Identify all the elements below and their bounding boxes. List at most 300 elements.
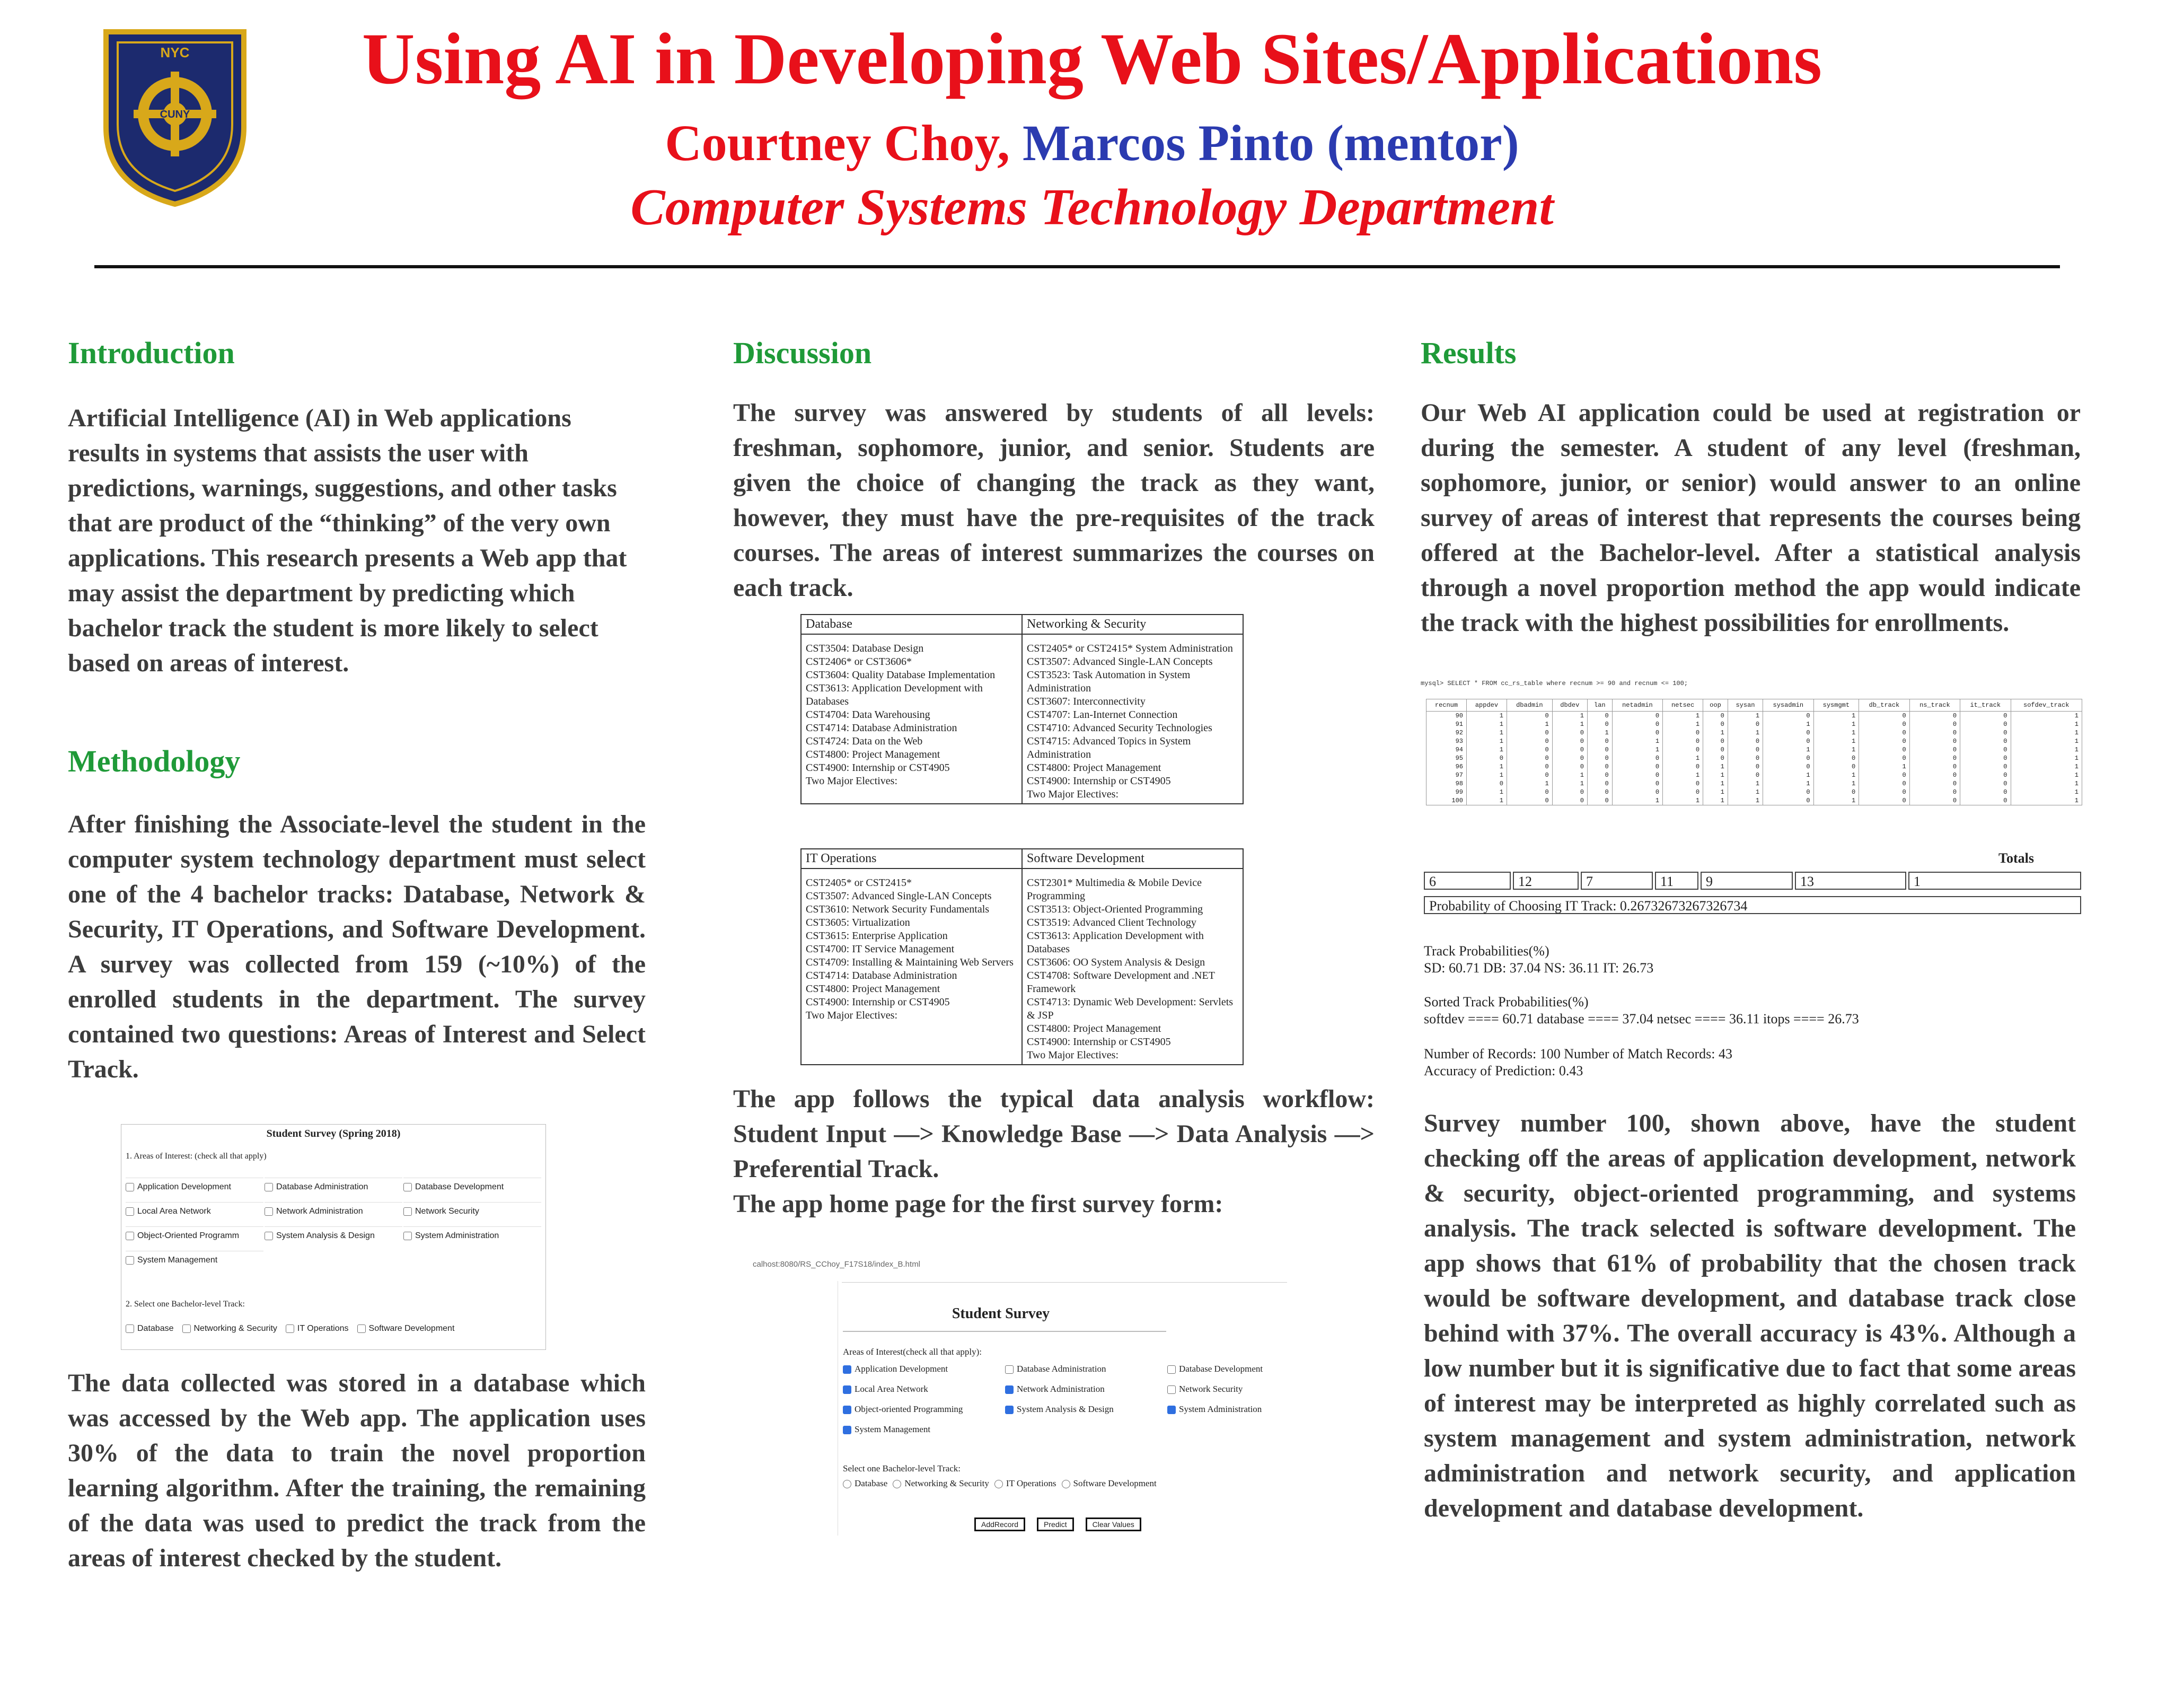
predict-button[interactable]: Predict — [1037, 1517, 1074, 1531]
course-item: CST2301* Multimedia & Mobile Device Programming — [1027, 877, 1202, 902]
sorted-probabilities-title: Sorted Track Probabilities(%) — [1424, 994, 1589, 1010]
results-heading: Results — [1421, 336, 1517, 370]
sql-header-cell: ns_track — [1909, 699, 1960, 712]
sql-header-cell: dbadmin — [1507, 699, 1552, 712]
sql-cell: 0 — [1960, 712, 2011, 721]
sql-cell: 1 — [1728, 796, 1763, 805]
totals-cell: 12 — [1513, 872, 1579, 890]
sql-cell: 1 — [1813, 745, 1859, 754]
sql-cell: 0 — [1507, 788, 1552, 796]
sql-cell: 0 — [1909, 737, 1960, 745]
course-item: CST4713: Dynamic Web Development: Servlets & JSP — [1027, 996, 1234, 1021]
sql-cell: 1 — [1763, 771, 1813, 779]
course-item: CST4715: Advanced Topics in System Administration — [1027, 735, 1191, 760]
sql-cell: 1 — [1466, 720, 1507, 729]
checkbox-icon[interactable] — [1167, 1365, 1176, 1374]
sql-header-cell: recnum — [1426, 699, 1467, 712]
sql-cell: 0 — [1909, 771, 1960, 779]
survey-question-1: 1. Areas of Interest: (check all that apply) — [126, 1152, 267, 1161]
app-interest-label: Application Development — [855, 1364, 948, 1374]
totals-cell: 11 — [1655, 872, 1698, 890]
introduction-heading: Introduction — [68, 336, 235, 370]
checked-checkbox-icon[interactable] — [843, 1406, 851, 1414]
checked-checkbox-icon[interactable] — [1167, 1406, 1176, 1414]
sql-cell: 0 — [1728, 737, 1763, 745]
course-item: CST4724: Data on the Web — [806, 735, 923, 747]
course-item: CST4900: Internship or CST4905 — [806, 762, 950, 774]
app-interest-label: Database Administration — [1017, 1364, 1106, 1374]
app-interest-option[interactable] — [1005, 1404, 1153, 1415]
app-interest-label: Object-oriented Programming — [855, 1404, 963, 1414]
sql-header-cell: oop — [1703, 699, 1728, 712]
sql-cell: 1 — [1612, 796, 1662, 805]
sql-header-cell: sysan — [1728, 699, 1763, 712]
course-item: Two Major Electives: — [806, 1010, 897, 1021]
sql-cell: 92 — [1426, 729, 1467, 737]
sql-cell: 1 — [2011, 771, 2082, 779]
course-item: CST4800: Project Management — [1027, 762, 1161, 774]
survey-track-label: IT Operations — [297, 1324, 349, 1333]
sql-cell: 0 — [1612, 720, 1662, 729]
sql-header-cell: sysmgmt — [1813, 699, 1859, 712]
sql-cell: 0 — [1552, 762, 1587, 771]
sql-cell: 1 — [1703, 771, 1728, 779]
sql-cell: 1 — [1552, 779, 1587, 788]
track-probabilities-title: Track Probabilities(%) — [1424, 943, 1549, 959]
sql-cell: 0 — [1663, 737, 1703, 745]
sql-cell: 0 — [1552, 754, 1587, 762]
survey-track-option — [182, 1324, 277, 1334]
sql-cell: 1 — [1466, 796, 1507, 805]
sql-row — [1426, 712, 2082, 721]
checkbox-icon — [265, 1232, 273, 1240]
sql-cell: 0 — [1612, 771, 1662, 779]
app-track-option[interactable] — [1062, 1478, 1157, 1489]
sql-cell: 1 — [1813, 796, 1859, 805]
sql-cell: 1 — [1728, 779, 1763, 788]
sql-cell: 0 — [1813, 788, 1859, 796]
sql-cell: 0 — [1728, 745, 1763, 754]
methodology-text-2: The data collected was stored in a database which was accessed by the Web app. The application uses 30% of the data to train the novel proportion learning algorithm. After the training, the remaining of the data was used to predict the track from the areas of interest checked by the student. — [68, 1369, 646, 1572]
sql-cell: 0 — [1909, 762, 1960, 771]
methodology-text: After finishing the Associate-level the student in the computer system technology department must select one of the 4 bachelor tracks: Database, Network & Security, IT Operations, and Software Development. A survey was collected from 159 (~10%) of the enrolled students in the department. The survey contained two questions: Areas of Interest and Select Track. — [68, 810, 646, 1083]
app-survey-title: Student Survey — [952, 1305, 1050, 1322]
sql-cell: 0 — [1763, 737, 1813, 745]
course-item: CST4707: Lan-Internet Connection — [1027, 709, 1178, 721]
sql-cell: 1 — [1703, 762, 1728, 771]
sql-cell: 91 — [1426, 720, 1467, 729]
course-item: CST3610: Network Security Fundamentals — [806, 903, 990, 915]
course-item: CST4700: IT Service Management — [806, 943, 955, 955]
sql-cell: 1 — [2011, 720, 2082, 729]
sql-cell: 0 — [1507, 796, 1552, 805]
sql-cell: 0 — [1960, 720, 2011, 729]
app-interest-option[interactable] — [843, 1404, 991, 1415]
sql-cell: 0 — [1612, 788, 1662, 796]
sql-cell: 0 — [1909, 796, 1960, 805]
sql-cell: 0 — [1552, 796, 1587, 805]
sql-cell: 0 — [1612, 779, 1662, 788]
course-item: CST2405* or CST2415* — [806, 877, 912, 889]
sql-cell: 0 — [1763, 788, 1813, 796]
course-item: CST3613: Application Development with Databases — [1027, 930, 1204, 955]
app-interest-option[interactable] — [843, 1384, 991, 1394]
sql-header-cell: sysadmin — [1763, 699, 1813, 712]
sql-cell: 96 — [1426, 762, 1467, 771]
checked-checkbox-icon[interactable] — [1005, 1406, 1014, 1414]
sql-cell: 0 — [1587, 745, 1612, 754]
add-record-button[interactable]: AddRecord — [974, 1517, 1025, 1531]
sql-cell: 1 — [1813, 737, 1859, 745]
sql-cell: 0 — [1552, 745, 1587, 754]
sql-cell: 0 — [1703, 712, 1728, 721]
survey-option-label: Application Development — [137, 1182, 231, 1191]
survey-option — [265, 1178, 402, 1201]
survey-option-label: System Analysis & Design — [276, 1231, 375, 1240]
app-track-label: Database — [855, 1478, 888, 1488]
sql-header-cell: appdev — [1466, 699, 1507, 712]
course-item: CST3606: OO System Analysis & Design — [1027, 957, 1205, 968]
svg-text:CUNY: CUNY — [160, 109, 190, 120]
sql-cell: 1 — [1552, 720, 1587, 729]
sql-cell: 1 — [1728, 788, 1763, 796]
course-item: CST3507: Advanced Single-LAN Concepts — [806, 890, 992, 902]
checkbox-icon — [126, 1232, 134, 1240]
course-item: Two Major Electives: — [806, 775, 897, 787]
sql-cell: 0 — [1587, 762, 1612, 771]
sql-cell: 0 — [1813, 754, 1859, 762]
totals-label: Totals — [1998, 850, 2034, 866]
sql-cell: 0 — [1612, 729, 1662, 737]
sql-cell: 0 — [1466, 779, 1507, 788]
sql-cell: 1 — [1703, 796, 1728, 805]
survey-track-option — [357, 1324, 455, 1334]
course-item: CST4900: Internship or CST4905 — [1027, 775, 1171, 787]
sql-cell: 1 — [1663, 712, 1703, 721]
sql-cell: 90 — [1426, 712, 1467, 721]
survey-track-label: Software Development — [368, 1324, 455, 1333]
sql-cell: 1 — [1466, 712, 1507, 721]
sql-cell: 0 — [1859, 796, 1909, 805]
course-item: CST4714: Database Administration — [806, 722, 957, 734]
sql-cell: 1 — [1663, 796, 1703, 805]
survey-track-option — [126, 1324, 174, 1334]
course-item: Two Major Electives: — [1027, 788, 1119, 800]
sql-cell: 0 — [1909, 745, 1960, 754]
app-interest-label: System Analysis & Design — [1017, 1404, 1114, 1414]
survey-option — [126, 1202, 263, 1225]
sql-row — [1426, 771, 2082, 779]
survey-question-2: 2. Select one Bachelor-level Track: — [126, 1300, 245, 1309]
sql-cell: 0 — [1960, 779, 2011, 788]
checkbox-icon — [265, 1207, 273, 1216]
sql-cell: 95 — [1426, 754, 1467, 762]
sql-cell: 0 — [1909, 788, 1960, 796]
course-item: CST4709: Installing & Maintaining Web Servers — [806, 957, 1014, 968]
survey-option-label: System Administration — [415, 1231, 499, 1240]
sql-cell: 1 — [1703, 788, 1728, 796]
survey-title: Student Survey (Spring 2018) — [266, 1128, 401, 1139]
course-item: CST3519: Advanced Client Technology — [1027, 917, 1196, 928]
sql-row — [1426, 720, 2082, 729]
sql-cell: 0 — [1859, 729, 1909, 737]
radio-icon[interactable] — [843, 1480, 851, 1488]
sql-cell: 0 — [1960, 762, 2011, 771]
sql-cell: 0 — [1960, 745, 2011, 754]
survey-option-label: Object-Oriented Programm — [137, 1231, 240, 1240]
totals-cell: 7 — [1581, 872, 1653, 890]
checkbox-icon — [286, 1324, 294, 1333]
sql-cell: 0 — [1960, 754, 2011, 762]
network-security-course-list — [1022, 634, 1243, 804]
course-item: CST3604: Quality Database Implementation — [806, 669, 996, 681]
sql-cell: 1 — [1507, 720, 1552, 729]
sql-cell: 1 — [1813, 779, 1859, 788]
sql-cell: 0 — [1859, 788, 1909, 796]
sql-cell: 94 — [1426, 745, 1467, 754]
survey-option — [403, 1226, 541, 1250]
sql-cell: 0 — [1909, 729, 1960, 737]
software-development-course-list — [1022, 869, 1243, 1065]
checkbox-icon[interactable] — [1005, 1365, 1014, 1374]
sql-row — [1426, 796, 2082, 805]
sql-cell: 0 — [1612, 754, 1662, 762]
sql-cell: 99 — [1426, 788, 1467, 796]
survey-option-label: Network Administration — [276, 1207, 363, 1216]
checkbox-icon — [357, 1324, 366, 1333]
sorted-probabilities: softdev ==== 60.71 database ==== 37.04 netsec ==== 36.11 itops ==== 26.73 — [1424, 1011, 1859, 1027]
course-item: CST3615: Enterprise Application — [806, 930, 948, 942]
app-interest-label: Local Area Network — [855, 1384, 928, 1394]
sql-cell: 0 — [1612, 762, 1662, 771]
sql-cell: 0 — [1552, 729, 1587, 737]
totals-cell: 9 — [1701, 872, 1793, 890]
homepage-caption: The app home page for the first survey form: — [733, 1190, 1223, 1218]
totals-cell: 13 — [1795, 872, 1906, 890]
sql-header-cell: netadmin — [1612, 699, 1662, 712]
survey-track-option — [286, 1324, 349, 1334]
author-student: Courtney Choy, — [665, 115, 1010, 171]
course-item: CST3613: Application Development with Databases — [806, 682, 983, 707]
track-probabilities: SD: 60.71 DB: 37.04 NS: 36.11 IT: 26.73 — [1424, 960, 1654, 976]
radio-icon[interactable] — [893, 1480, 901, 1488]
sql-cell: 0 — [1587, 712, 1612, 721]
sql-cell: 0 — [1612, 712, 1662, 721]
workflow-text: The app follows the typical data analysis workflow: Student Input —> Knowledge Base —> Data Analysis —> Preferential Track. — [733, 1085, 1375, 1183]
sql-result-table — [1426, 699, 2082, 805]
sql-cell: 1 — [1703, 779, 1728, 788]
sql-cell: 0 — [1813, 762, 1859, 771]
sql-cell: 0 — [1859, 754, 1909, 762]
checked-checkbox-icon[interactable] — [843, 1365, 851, 1374]
sql-cell: 1 — [1703, 729, 1728, 737]
sql-row — [1426, 779, 2082, 788]
sql-cell: 0 — [1703, 720, 1728, 729]
app-interest-option[interactable] — [1005, 1384, 1153, 1394]
poster-title: Using AI in Developing Web Sites/Applications — [362, 18, 1822, 99]
sql-cell: 0 — [1960, 737, 2011, 745]
sql-cell: 0 — [1909, 712, 1960, 721]
track-header-software-development: Software Development — [1022, 849, 1243, 869]
app-interest-option[interactable] — [843, 1424, 991, 1435]
sql-cell: 0 — [1587, 788, 1612, 796]
sql-header-cell: it_track — [1960, 699, 2011, 712]
sql-cell: 0 — [1960, 729, 2011, 737]
sql-cell: 0 — [1587, 737, 1612, 745]
survey-track-options — [126, 1324, 541, 1334]
sql-row — [1426, 745, 2082, 754]
radio-icon[interactable] — [1062, 1480, 1070, 1488]
record-counts: Number of Records: 100 Number of Match Records: 43 — [1424, 1046, 1732, 1062]
sql-cell: 1 — [2011, 737, 2082, 745]
sql-cell: 1 — [1466, 729, 1507, 737]
survey-option-label: Database Development — [415, 1182, 504, 1191]
sql-cell: 0 — [1859, 771, 1909, 779]
sql-row — [1426, 754, 2082, 762]
survey-option-label: Database Administration — [276, 1182, 368, 1191]
app-question-1: Areas of Interest(check all that apply): — [843, 1347, 982, 1357]
sql-cell: 1 — [1552, 712, 1587, 721]
sql-header-cell: sofdev_track — [2011, 699, 2082, 712]
sql-cell: 0 — [1507, 712, 1552, 721]
sql-cell: 1 — [1813, 712, 1859, 721]
database-course-list — [801, 634, 1022, 804]
department: Computer Systems Technology Department — [630, 179, 1554, 236]
checked-checkbox-icon[interactable] — [843, 1385, 851, 1394]
sql-cell: 0 — [1703, 754, 1728, 762]
checkbox-icon — [403, 1232, 412, 1240]
track-courses-table-2 — [800, 848, 1244, 1065]
radio-icon[interactable] — [994, 1480, 1003, 1488]
survey-option — [126, 1251, 263, 1274]
sql-cell: 1 — [2011, 745, 2082, 754]
sql-row — [1426, 737, 2082, 745]
sql-cell: 0 — [1587, 754, 1612, 762]
sql-cell: 98 — [1426, 779, 1467, 788]
app-interest-option[interactable] — [1167, 1404, 1316, 1415]
sql-row — [1426, 788, 2082, 796]
sql-cell: 0 — [1763, 729, 1813, 737]
sql-query: mysql> SELECT * FROM cc_rs_table where recnum >= 90 and recnum <= 100; — [1421, 680, 1688, 687]
app-track-radios — [843, 1478, 1288, 1489]
sql-cell: 1 — [2011, 762, 2082, 771]
sql-cell: 1 — [2011, 729, 2082, 737]
author-mentor: Marcos Pinto (mentor) — [1023, 115, 1519, 171]
app-interest-label: System Management — [855, 1424, 931, 1434]
sql-cell: 0 — [1507, 771, 1552, 779]
results-text: Our Web AI application could be used at registration or during the semester. A student of any level (freshman, sophomore, junior, or senior) would answer to an online survey of areas of interest that represents the courses being offered at the Bachelor-level. After a statistical analysis through a novel proportion method the app would indicate the track with the highest possibilities for enrollments. — [1421, 399, 2081, 637]
survey-option — [403, 1202, 541, 1225]
sql-cell: 1 — [1813, 771, 1859, 779]
sql-cell: 0 — [1552, 737, 1587, 745]
sql-header-cell: netsec — [1663, 699, 1703, 712]
app-interest-option[interactable] — [843, 1364, 991, 1374]
checked-checkbox-icon[interactable] — [843, 1426, 851, 1434]
discussion-heading: Discussion — [733, 336, 872, 370]
prediction-accuracy: Accuracy of Prediction: 0.43 — [1424, 1063, 1583, 1078]
sql-cell: 0 — [1909, 779, 1960, 788]
sql-cell: 0 — [1587, 771, 1612, 779]
checkbox-icon — [126, 1183, 134, 1191]
totals-cell: 6 — [1424, 872, 1511, 890]
app-url: calhost:8080/RS_CChoy_F17S18/index_B.html — [753, 1260, 921, 1269]
app-buttons — [974, 1517, 1153, 1531]
sql-cell: 1 — [1728, 712, 1763, 721]
sql-cell: 0 — [1703, 745, 1728, 754]
app-question-2: Select one Bachelor-level Track: — [843, 1463, 961, 1473]
app-track-option[interactable] — [843, 1478, 887, 1489]
app-track-option[interactable] — [994, 1478, 1056, 1489]
checkbox-icon — [265, 1183, 273, 1191]
survey-option-label: Local Area Network — [137, 1207, 211, 1216]
sql-cell: 1 — [1552, 771, 1587, 779]
course-item: CST3607: Interconnectivity — [1027, 696, 1146, 707]
sql-cell: 0 — [1728, 762, 1763, 771]
course-item: CST2405* or CST2415* System Administration — [1027, 643, 1233, 654]
sql-cell: 0 — [1859, 737, 1909, 745]
sql-cell: 0 — [1763, 712, 1813, 721]
sql-cell: 1 — [2011, 712, 2082, 721]
sql-cell: 0 — [1763, 762, 1813, 771]
sql-cell: 0 — [1960, 771, 2011, 779]
checkbox-icon[interactable] — [1167, 1385, 1176, 1394]
survey-option — [403, 1178, 541, 1201]
sql-cell: 1 — [1663, 720, 1703, 729]
checkbox-icon — [126, 1207, 134, 1216]
app-interest-option[interactable] — [1167, 1384, 1316, 1394]
sql-cell: 0 — [1507, 729, 1552, 737]
app-interest-option[interactable] — [1167, 1364, 1316, 1374]
course-item: CST4900: Internship or CST4905 — [806, 996, 950, 1008]
sql-cell: 1 — [1612, 737, 1662, 745]
totals-cell: 1 — [1908, 872, 2081, 890]
course-item: CST3605: Virtualization — [806, 917, 910, 928]
checkbox-icon — [126, 1256, 134, 1265]
sql-cell: 0 — [1703, 737, 1728, 745]
course-item: CST3504: Database Design — [806, 643, 924, 654]
sql-cell: 0 — [1728, 754, 1763, 762]
header-divider — [94, 265, 2060, 268]
sql-cell: 0 — [1859, 779, 1909, 788]
course-item: CST4800: Project Management — [806, 749, 940, 760]
sql-cell: 0 — [1728, 771, 1763, 779]
survey-option-label: Network Security — [415, 1207, 479, 1216]
app-screenshot — [753, 1260, 1289, 1546]
sql-cell: 1 — [2011, 779, 2082, 788]
sql-cell: 1 — [1663, 754, 1703, 762]
sql-cell: 0 — [1859, 720, 1909, 729]
course-item: CST4708: Software Development and .NET Framework — [1027, 970, 1215, 995]
app-track-label: Software Development — [1073, 1478, 1157, 1488]
clear-values-button[interactable]: Clear Values — [1086, 1517, 1141, 1531]
sql-cell: 0 — [1728, 720, 1763, 729]
sql-header-cell: db_track — [1859, 699, 1909, 712]
sql-cell: 1 — [2011, 788, 2082, 796]
sql-cell: 1 — [1728, 729, 1763, 737]
course-item: CST4800: Project Management — [1027, 1023, 1161, 1034]
app-track-option[interactable] — [893, 1478, 989, 1489]
sql-cell: 1 — [2011, 754, 2082, 762]
sql-cell: 0 — [1507, 762, 1552, 771]
authors — [0, 115, 2184, 171]
sql-cell: 1 — [1507, 779, 1552, 788]
checked-checkbox-icon[interactable] — [1005, 1385, 1014, 1394]
sql-header-row — [1426, 699, 2082, 712]
sql-cell: 0 — [1960, 788, 2011, 796]
survey-track-label: Networking & Security — [193, 1324, 277, 1333]
app-interest-option[interactable] — [1005, 1364, 1153, 1374]
sql-cell: 1 — [1466, 745, 1507, 754]
